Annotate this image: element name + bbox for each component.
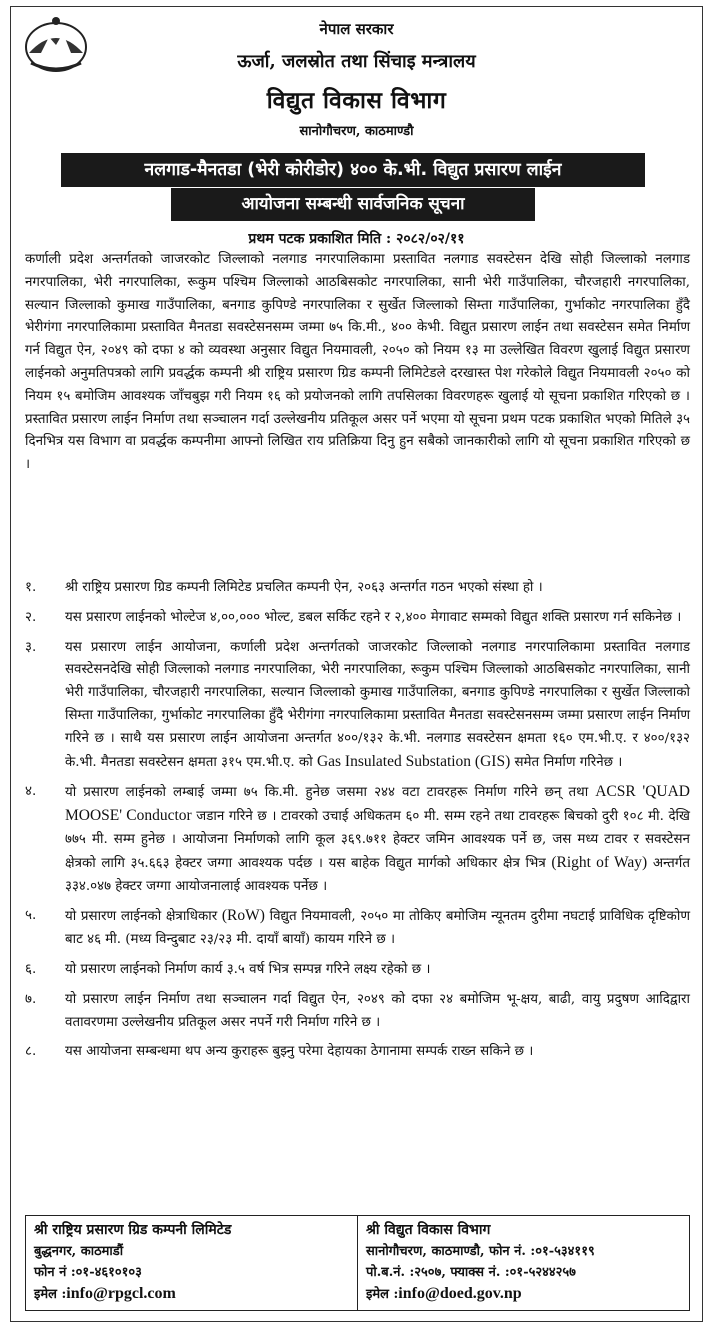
project-title-banner: नलगाड-मैनतडा (भेरी कोरीडोर) ४०० के.भी. विद्युत प्रसारण लाईन (61, 153, 645, 187)
contact-email[interactable]: info@rpgcl.com (66, 1285, 176, 1302)
list-item-number: ३. (25, 639, 37, 655)
list-item-text-part: समेत निर्माण गरिनेछ । (510, 754, 623, 770)
list-item-number: ८. (25, 1044, 37, 1060)
contact-email-row (34, 1283, 349, 1305)
list-item-text (65, 959, 690, 982)
list-item-text-part: श्री राष्ट्रिय प्रसारण ग्रिड कम्पनी लिमिटेड प्रचलित कम्पनी ऐन, २०६३ अन्तर्गत गठन भएको संस्था हो । (65, 580, 543, 595)
list-item-number: ५. (25, 908, 37, 924)
list-item-number: ६. (25, 961, 37, 977)
list-item (25, 1041, 690, 1064)
list-item-text-part: Gas Insulated Substation (GIS) (316, 752, 511, 770)
published-date-value: : २०८२/०२/११ (386, 231, 465, 247)
contact-email-label: इमेल : (34, 1287, 67, 1302)
list-item (25, 637, 690, 775)
government-name: नेपाल सरकार (319, 20, 394, 38)
list-item-text-part: यो प्रसारण लाईन निर्माण तथा सञ्चालन गर्दा विद्युत ऐन, २०४९ को दफा २४ बमोजिम भू-क्षय, बाढी, वायु प्रदुषण आदिद्वारा वतावरणमा उल्लेखनीय प्रतिकूल असर नपर्ने गरी निर्माण गरिने छ । (65, 991, 690, 1030)
list-item-text (65, 607, 690, 630)
list-item (25, 959, 690, 982)
contact-box (25, 1215, 690, 1311)
list-item (25, 781, 690, 898)
contact-name: श्री राष्ट्रिय प्रसारण ग्रिड कम्पनी लिमिटेड (34, 1222, 232, 1238)
list-item (25, 989, 690, 1035)
list-item-text (65, 781, 690, 898)
notice-title-banner: आयोजना सम्बन्धी सार्वजनिक सूचना (171, 188, 535, 221)
list-item-number: १. (25, 580, 37, 595)
list-item-text-part: यस प्रसारण लाईनको भोल्टेज ४,००,००० भोल्ट, डबल सर्किट रहने र २,४०० मेगावाट सम्मको विद्युत शक्ति प्रसारण गर्न सकिनेछ । (65, 609, 682, 625)
contact-name: श्री विद्युत विकास विभाग (366, 1222, 491, 1238)
contact-address: सानोगौचरण, काठमाण्डौ, फोन नं. :०१-५३४११९ (366, 1244, 595, 1259)
published-date (11, 229, 702, 248)
department-address: सानोगौचरण, काठमाण्डौ (299, 124, 414, 139)
list-item-text (65, 577, 690, 600)
list-item-text (65, 637, 690, 775)
list-item-text-part: अन्तर्गत ३३४.०४७ हेक्टर जग्गा आयोजनालाई आवश्यक पर्नेछ । (65, 855, 690, 894)
list-item-text-part: यो प्रसारण लाईनको लम्बाई जम्मा ७५ कि.मी. हुनेछ जसमा २४४ वटा टावरहरू निर्माण गरिने छन् तथा (65, 785, 596, 801)
list-item-number: ४. (25, 784, 37, 800)
list-item (25, 607, 690, 630)
ministry-name: ऊर्जा, जलस्रोत तथा सिंचाइ मन्त्रालय (237, 51, 476, 72)
contact-address: बुद्धनगर, काठमाडौं (34, 1244, 124, 1259)
list-item (25, 577, 690, 600)
contact-phone: फोन नं :०१-४६१०१०३ (34, 1265, 142, 1280)
list-item-text-part: (RoW) (221, 907, 265, 925)
list-item-text (65, 1041, 690, 1064)
list-item-text (65, 989, 690, 1035)
notice-page (10, 6, 703, 1322)
list-item-number: ७. (25, 991, 37, 1007)
list-item-text-part: जडान गरिने छ । टावरको उचाई अधिकतम ६० मी. सम्म रहने तथा टावरहरू बिचको दुरी १०८ मी. देखि ७७५ मी. सम्म हुनेछ । आयोजना निर्माणको लागि कूल ३६९.७११ हेक्टर जमिन आवश्यक पर्ने छ, जस मध्य टावर र सवस्टेसन क्षेत्रको लागि ३५.६६३ हेक्टर जग्गा आवश्यक पर्दछ । यस बाहेक विद्युत मार्गको अधिकार क्षेत्र भित्र (65, 809, 690, 871)
list-item-text-part: यो प्रसारण लाईनको क्षेत्राधिकार (65, 909, 222, 925)
contact-email[interactable]: info@doed.gov.np (398, 1285, 522, 1302)
contact-email-row (366, 1283, 681, 1305)
contact-phone: पो.ब.नं. :२५०७, फ्याक्स नं. :०१-५२४४२५७ (366, 1265, 576, 1280)
list-item-text-part: विद्युत नियमावली, २०५० मा तोकिए बमोजिम न्यूनतम दुरीमा नघटाई प्राविधिक दृष्टिकोण बाट ४६ मी. (मध्य विन्दुबाट २३/२३ मी. दायाँ बायाँ) कायम गरिने छ । (65, 909, 690, 948)
list-item-text-part: यस प्रसारण लाईन आयोजना, कर्णाली प्रदेश अन्तर्गतको जाजरकोट जिल्लाको नलगाड नगरपालिकामा प्रस्तावित नलगाड सवस्टेसनदेखि सोही जिल्लाको नलगाड नगरपालिका, भेरी नगरपालिका, रूकुम पश्चिम जिल्लाको आठबिसकोट नगरपालिका, सानी भेरी गाउँपालिका, चौरजहारी नगरपालिका, सल्यान जिल्लाको कुमाख गाउँपालिका, बनगाड कुपिण्डे नगरपालिका र सुर्खेत जिल्लाको सिम्ता गाउँपालिका, गुर्भाकोट नगरपालिका हुँदै भेरीगंगा नगरपालिकामा प्रस्तावित मैनतडा सवस्टेसनसम्म जम्मा प्रसारण लाईन निर्माण गरिने छ । साथै यस प्रसारण लाईन आयोजना अन्तर्गत ४००/१३२ के.भी. नलगाड सवस्टेसन क्षमता १६० एम.भी.ए. र ४००/१३२ के.भी. मैनतडा सवस्टेसन क्षमता ३१५ एम.भी.ए. को (65, 639, 690, 770)
list-item-text-part: ACSR 'QUAD MOOSE' Conductor (65, 783, 690, 825)
list-item-text-part: (Right of Way) (551, 853, 648, 871)
list-item-number: २. (25, 609, 37, 625)
published-date-label: प्रथम पटक प्रकाशित मिति (248, 231, 382, 247)
intro-paragraph: कर्णाली प्रदेश अन्तर्गतको जाजरकोट जिल्लाको नलगाड नगरपालिकामा प्रस्तावित नलगाड सवस्टेसन देखि सोही जिल्लाको नलगाड नगरपालिका, भेरी नगरपालिका, रूकुम पश्चिम जिल्लाको आठबिसकोट नगरपालिका, सानी भेरी गाउँपालिका, चौरजहारी नगरपालिका, सल्यान जिल्लाको कुमाख गाउँपालिका, बनगाड कुपिण्डे नगरपालिका र सुर्खेत जिल्लाको सिम्ता गाउँपालिका, गुर्भाकोट नगरपालिका हुँदै भेरीगंगा नगरपालिकामा प्रस्तावित मैनतडा सवस्टेसनसम्म जम्मा ७५ कि.मी., ४०० केभी. विद्युत प्रसारण लाईन तथा सवस्टेसन समेत निर्माण गर्न विद्युत ऐन, २०४९ को दफा ४ को व्यवस्था अनुसार विद्युत नियमावली, २०५० को नियम १३ मा उल्लेखित विवरण खुलाई विद्युत प्रसारण लाईनको अनुमतिपत्रको लागि प्रवर्द्धक कम्पनी श्री राष्ट्रिय प्रसारण ग्रिड कम्पनी लिमिटेडले दरखास्त पेश गरेकोले विद्युत नियमावली २०५० को नियम १५ बमोजिम आवश्यक जाँचबुझ गरी नियम १६ को प्रयोजनको लागि तपसिलका विवरणहरू खुलाई यो सूचना प्रकाशित गरिएको छ । प्रस्तावित प्रसारण लाईन निर्माण तथा सञ्चालन गर्दा उल्लेखनीय प्रतिकूल असर पर्ने भएमा यो सूचना प्रथम पटक प्रकाशित भएको मितिले ३५ दिनभित्र यस विभाग वा प्रवर्द्धक कम्पनीमा आफ्नो लिखित राय प्रतिक्रिया दिनु हुन सबैको जानकारीको लागि यो सूचना प्रकाशित गरिएको छ । (25, 252, 690, 473)
notice-items-list (25, 577, 690, 1071)
list-item-text (65, 905, 690, 952)
list-item-text-part: यस आयोजना सम्बन्धमा थप अन्य कुराहरू बुझ्नु परेमा देहायका ठेगानामा सम्पर्क राख्न सकिने छ । (65, 1044, 534, 1060)
contact-doed (357, 1216, 689, 1310)
list-item-text-part: यो प्रसारण लाईनको निर्माण कार्य ३.५ वर्ष भित्र सम्पन्न गरिने लक्ष्य रहेको छ । (65, 961, 431, 977)
notice-header (11, 7, 702, 155)
department-name: विद्युत विकास विभाग (266, 87, 447, 114)
list-item (25, 905, 690, 952)
contact-rpgcl (26, 1216, 357, 1310)
contact-email-label: इमेल : (366, 1287, 399, 1302)
